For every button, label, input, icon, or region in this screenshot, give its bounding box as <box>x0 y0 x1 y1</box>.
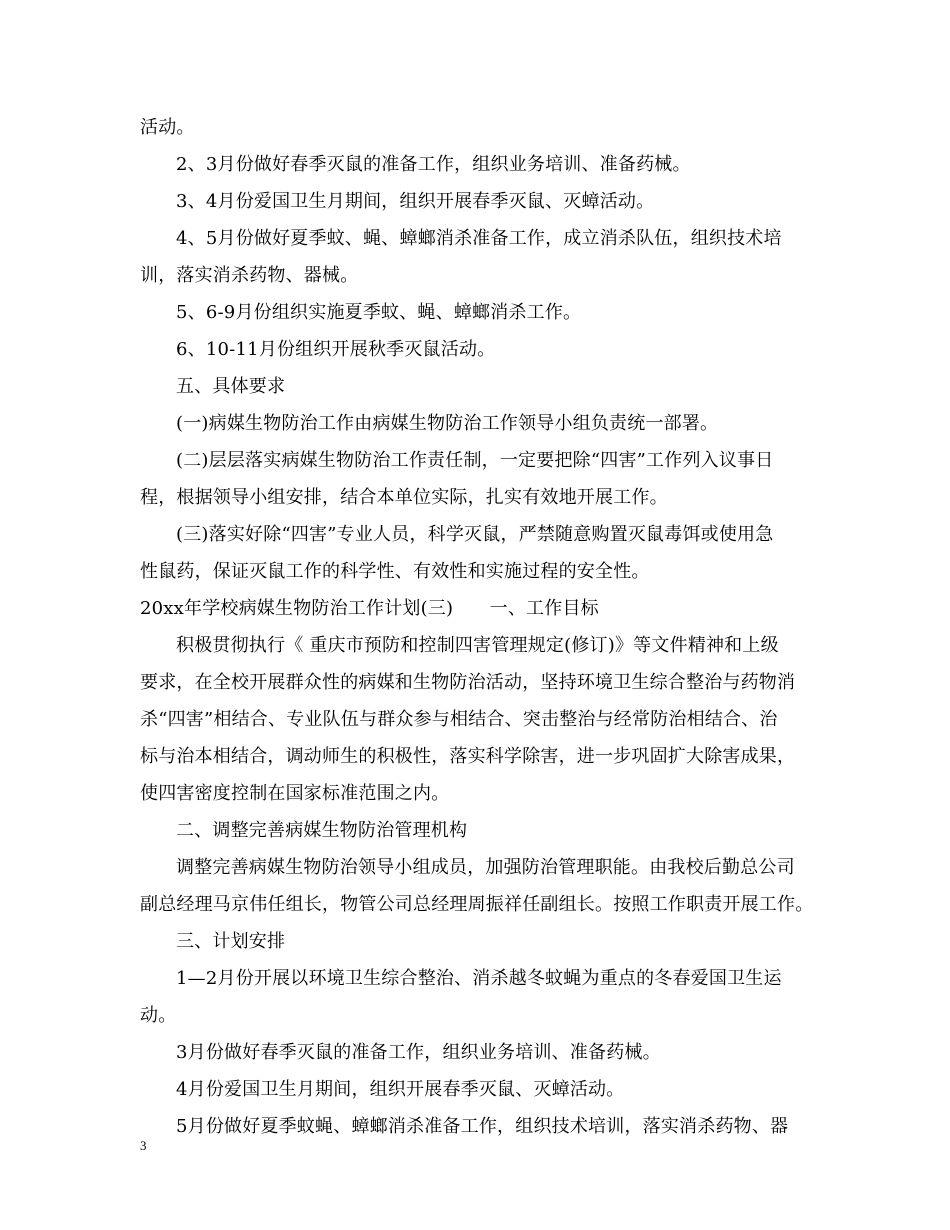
text-line: 3月份做好春季灭鼠的准备工作，组织业务培训、准备药械。 <box>176 1042 661 1063</box>
text-line: 1—2月份开展以环境卫生综合整治、消杀越冬蚊蝇为重点的冬春爱国卫生运 <box>176 968 782 989</box>
text-line: 4、5月份做好夏季蚊、蝇、蟑螂消杀准备工作，成立消杀队伍，组织技术培 <box>176 228 782 249</box>
text-line: (二)层层落实病媒生物防治工作责任制，一定要把除“四害”工作列入议事日 <box>176 450 774 471</box>
text-line: 要求，在全校开展群众性的病媒和生物防治活动，坚持环境卫生综合整治与药物消 <box>140 672 796 693</box>
text-line: 2、3月份做好春季灭鼠的准备工作，组织业务培训、准备药械。 <box>176 154 691 175</box>
section-heading: 二、调整完善病媒生物防治管理机构 <box>176 820 468 841</box>
text-line: 标与治本相结合，调动师生的积极性，落实科学除害，进一步巩固扩大除害成果， <box>140 746 796 767</box>
text-line: 性鼠药，保证灭鼠工作的科学性、有效性和实施过程的安全性。 <box>140 561 650 582</box>
section-heading: 五、具体要求 <box>176 376 286 397</box>
text-line: 6、10-11月份组织开展秋季灭鼠活动。 <box>176 339 496 360</box>
text-line: 4月份爱国卫生月期间，组织开展春季灭鼠、灭蟑活动。 <box>176 1079 625 1100</box>
document-subtitle: 20xx年学校病媒生物防治工作计划(三) 一、工作目标 <box>140 598 599 619</box>
text-line: 训，落实消杀药物、器械。 <box>140 265 359 286</box>
text-line: 使四害密度控制在国家标准范围之内。 <box>140 783 450 804</box>
text-line: 杀“四害”相结合、专业队伍与群众参与相结合、突击整治与经常防治相结合、治 <box>140 709 778 730</box>
text-line: 5月份做好夏季蚊蝇、蟑螂消杀准备工作，组织技术培训，落实消杀药物、器 <box>176 1116 789 1137</box>
page-number: 3 <box>140 1138 147 1153</box>
text-line: 5、6-9月份组织实施夏季蚊、蝇、蟑螂消杀工作。 <box>176 302 582 323</box>
text-line: 活动。 <box>140 117 195 138</box>
text-line: 3、4月份爱国卫生月期间，组织开展春季灭鼠、灭蟑活动。 <box>176 191 655 212</box>
text-line: 调整完善病媒生物防治领导小组成员，加强防治管理职能。由我校后勤总公司 <box>176 857 795 878</box>
text-line: (一)病媒生物防治工作由病媒生物防治工作领导小组负责统一部署。 <box>176 413 719 434</box>
section-heading: 三、计划安排 <box>176 931 286 952</box>
text-line: 动。 <box>140 1005 177 1026</box>
text-line: (三)落实好除“四害”专业人员，科学灭鼠，严禁随意购置灭鼠毒饵或使用急 <box>176 524 774 545</box>
text-line: 程，根据领导小组安排，结合本单位实际，扎实有效地开展工作。 <box>140 487 668 508</box>
text-line: 副总经理马京伟任组长，物管公司总经理周振祥任副组长。按照工作职责开展工作。 <box>140 894 814 915</box>
text-line: 积极贯彻执行《 重庆市预防和控制四害管理规定(修订)》等文件精神和上级 <box>176 635 779 656</box>
